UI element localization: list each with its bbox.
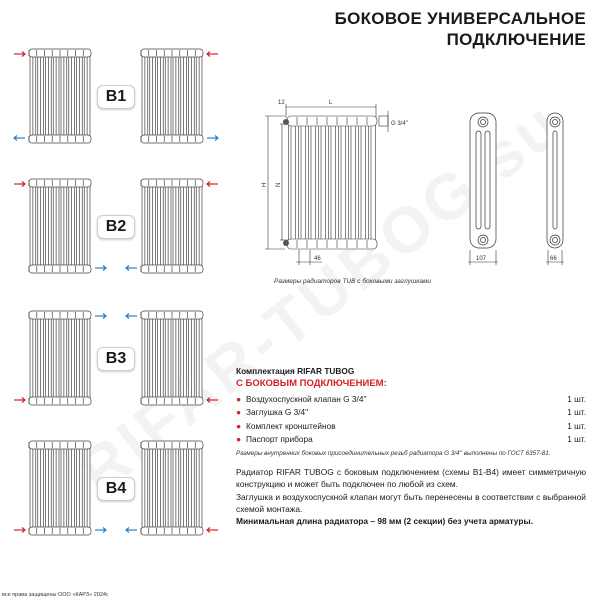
kit-item <box>236 406 586 420</box>
dim-pitch: 46 <box>314 256 321 262</box>
description-p1: Радиатор RIFAR TUBOG с боковым подключением (схемы В1-В4) имеет симметричную конструкцию и может быть подключен по любой из схем. <box>236 467 586 490</box>
kit-item-qty: 1 шт. <box>567 420 586 431</box>
flow-arrow-icon <box>126 528 137 533</box>
dim-length: L <box>329 100 333 106</box>
radiator-side-view-2col <box>547 113 563 248</box>
kit-item-name: Заглушка G 3/4'' <box>246 407 309 418</box>
kit-item <box>236 419 586 433</box>
drawing-caption: Размеры радиаторов TUB с боковыми заглушками <box>274 278 432 285</box>
title-line-2: ПОДКЛЮЧЕНИЕ <box>446 30 586 49</box>
description-p2: Заглушка и воздухоспускной клапан могут быть перенесены в соответствии с выбранной схемой монтажа. <box>236 491 586 514</box>
flow-arrow-icon <box>95 528 106 533</box>
dim-depth3: 107 <box>476 256 487 262</box>
thread-fitting <box>379 116 388 126</box>
bullet-icon: ● <box>236 407 242 418</box>
dim-offset: 12 <box>278 100 285 106</box>
scheme-label-b4: В4 <box>97 477 135 501</box>
description <box>236 466 586 527</box>
bullet-icon: ● <box>236 420 242 431</box>
radiator-left <box>29 441 91 535</box>
radiator-front-view <box>283 116 377 249</box>
title-line-1: БОКОВОЕ УНИВЕРСАЛЬНОЕ <box>334 9 586 28</box>
bullet-icon: ● <box>236 434 242 445</box>
flow-arrow-icon <box>14 528 25 533</box>
radiator-right <box>141 311 203 405</box>
kit-item-name: Комплект кронштейнов <box>246 420 336 431</box>
kit-heading: Комплектация RIFAR TUBOG <box>236 366 355 376</box>
scheme-label-b1: В1 <box>97 85 135 109</box>
kit-item-name: Паспорт прибора <box>246 434 313 445</box>
description-p3: Минимальная длина радиатора – 98 мм (2 секции) без учета арматуры. <box>236 516 533 527</box>
kit-section <box>236 366 586 457</box>
dim-axis: N <box>276 182 282 187</box>
dim-thread: G 3/4'' <box>391 121 408 127</box>
bullet-icon: ● <box>236 393 242 404</box>
plug-icon <box>283 119 289 125</box>
kit-item-name: Воздухоспускной клапан G 3/4'' <box>246 393 367 404</box>
flow-arrow-icon <box>126 314 137 319</box>
flow-arrow-icon <box>95 314 106 319</box>
copyright: все права защищены ООО «КАРЗ» 2024г. <box>2 592 109 598</box>
radiator-left <box>29 311 91 405</box>
kit-note: Размеры внутренних боковых присоединительных резьб радиатора G 3/4'' выполнены по ГОСТ 6357-81. <box>236 450 551 457</box>
scheme-label-b3: В3 <box>97 347 135 371</box>
flow-arrow-icon <box>14 398 25 403</box>
flow-arrow-icon <box>207 398 218 403</box>
dim-depth2: 66 <box>550 256 557 262</box>
dim-height: H <box>262 182 268 187</box>
dimension-drawing <box>0 0 600 290</box>
kit-item-qty: 1 шт. <box>567 393 586 404</box>
kit-item <box>236 392 586 406</box>
kit-item <box>236 433 586 447</box>
plug-icon <box>283 240 289 246</box>
flow-arrow-icon <box>207 528 218 533</box>
radiator-right <box>141 441 203 535</box>
scheme-label-b2: В2 <box>97 215 135 239</box>
kit-subheading: С БОКОВЫМ ПОДКЛЮЧЕНИЕМ: <box>236 378 387 389</box>
kit-item-qty: 1 шт. <box>567 407 586 418</box>
radiator-side-view-3col <box>470 113 496 248</box>
kit-item-qty: 1 шт. <box>567 434 586 445</box>
